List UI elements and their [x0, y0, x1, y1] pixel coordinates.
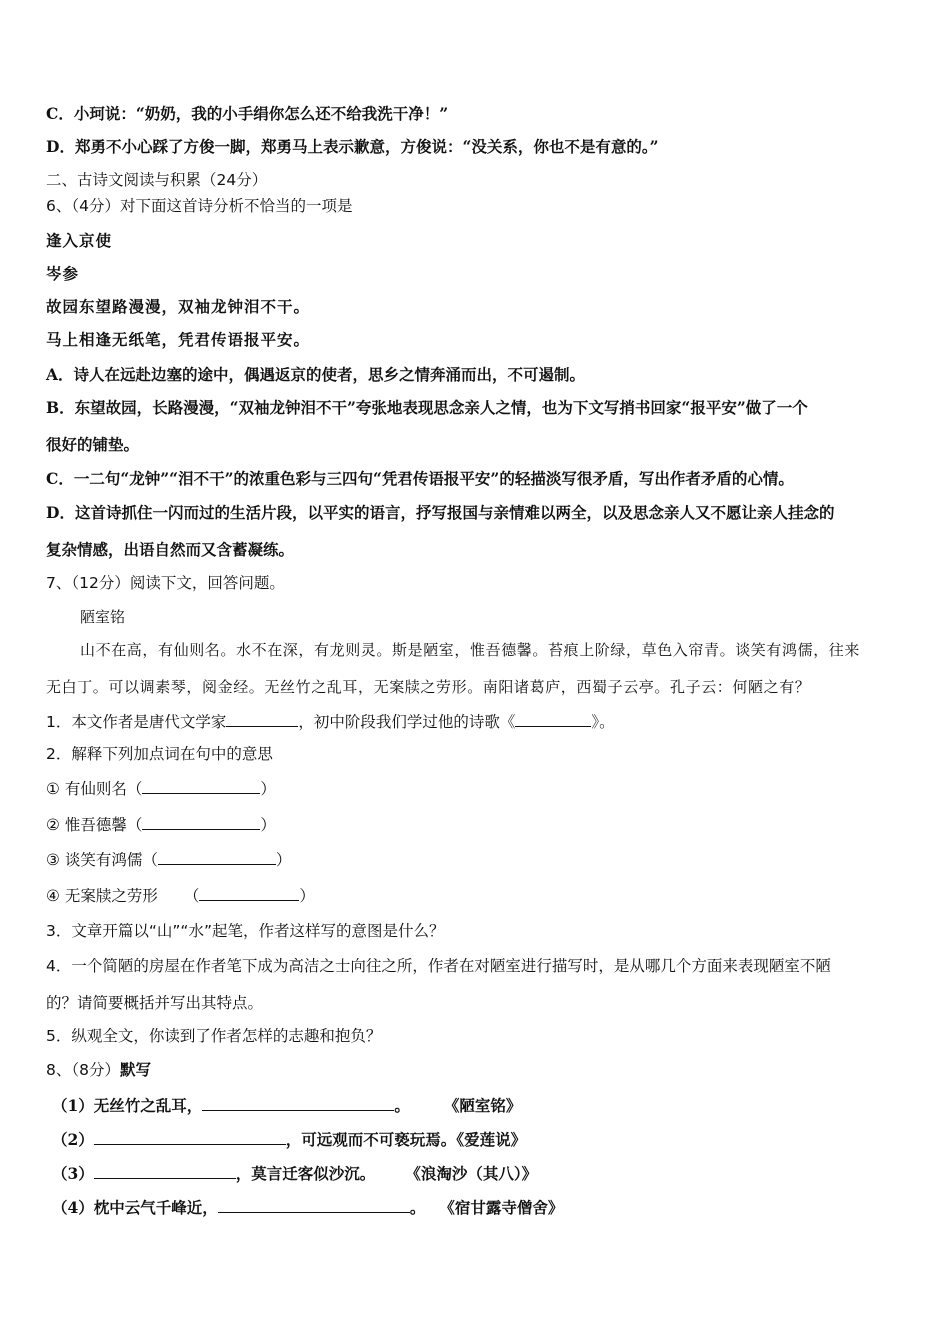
item4-close: ）	[299, 887, 315, 905]
q8-stem-bold: 默写	[119, 1061, 151, 1079]
q6-option-d-line1: D．这首诗抓住一闪而过的生活片段，以平实的语言，抒写报国与亲情难以两全，以及思念亲人又不愿让亲人挂念的	[46, 503, 835, 522]
q7-sub3: 3．文章开篇以“山”“水”起笔，作者这样写的意图是什么？	[46, 922, 445, 940]
passage-line-2: 无白丁。可以调素琴，阅金经。无丝竹之乱耳，无案牍之劳形。南阳诸葛庐，西蜀子云亭。孔子云：何陋之有？	[46, 678, 811, 696]
q8-item3-text: ，莫言迁客似沙沉。	[235, 1164, 376, 1183]
q8-item4-text: 枕中云气千峰近，	[93, 1198, 218, 1217]
q8-item4-blank[interactable]	[218, 1197, 410, 1213]
q8-item2-blank[interactable]	[94, 1129, 286, 1145]
q8-item1-blank[interactable]	[202, 1095, 394, 1111]
q8-item1-end: 。	[394, 1096, 410, 1115]
item4-blank[interactable]	[199, 885, 299, 901]
poem-title: 逢入京使	[46, 231, 113, 250]
q6-option-b-line1: B．东望故园，长路漫漫，“双袖龙钟泪不干”夸张地表现思念亲人之情，也为下文写捎书回家“报平安”做了一个	[46, 398, 808, 417]
q7-sub2-item1	[46, 778, 276, 799]
q8-item2-text: ，可远观而不可亵玩焉。	[285, 1130, 457, 1149]
poem-line-1: 故园东望路漫漫，双袖龙钟泪不干。	[46, 297, 311, 316]
item3-blank[interactable]	[158, 849, 276, 865]
item3-close: ）	[275, 851, 292, 869]
q8-item1	[52, 1095, 521, 1116]
q7-sub1-text-a: 1．本文作者是唐代文学家	[46, 713, 227, 731]
q6-option-b-line2: 很好的铺垫。	[46, 435, 140, 454]
q8-item3	[52, 1163, 537, 1184]
q8-item1-text: 无丝竹之乱耳，	[93, 1096, 203, 1115]
item4-open: （	[183, 887, 200, 905]
item3-label: ③ 谈笑有鸿儒（	[46, 851, 158, 869]
q6-option-a: A．诗人在远赴边塞的途中，偶遇返京的使者，思乡之情奔涌而出，不可遏制。	[46, 365, 586, 384]
q8-item2-source: 《爱莲说》	[456, 1130, 527, 1149]
q8-item4-end: 。	[409, 1198, 426, 1217]
item1-blank[interactable]	[142, 778, 260, 794]
item1-close: ）	[260, 780, 276, 798]
item2-blank[interactable]	[142, 814, 260, 830]
option-c-prev: C．小珂说：“奶奶，我的小手绢你怎么还不给我洗干净！”	[46, 104, 449, 123]
q8-stem-text: 8、（8分）	[46, 1061, 120, 1079]
q7-sub5: 5．纵观全文，你读到了作者怎样的志趣和抱负？	[46, 1027, 382, 1045]
q7-sub4-line1: 4．一个简陋的房屋在作者笔下成为高洁之士向往之所，作者在对陋室进行描写时，是从哪几个方面来表现陋室不陋	[46, 957, 831, 975]
q8-item4-num: （4）	[52, 1198, 94, 1217]
passage-line-1: 山不在高，有仙则名。水不在深，有龙则灵。斯是陋室，惟吾德馨。苔痕上阶绿，草色入帘青。谈笑有鸿儒，往来	[80, 641, 861, 659]
q7-sub1	[46, 711, 615, 732]
q7-stem: 7、（12分）阅读下文，回答问题。	[46, 574, 285, 592]
author-blank[interactable]	[226, 711, 298, 727]
q6-option-c: C．一二句“龙钟”“泪不干”的浓重色彩与三四句“凭君传语报平安”的轻描淡写很矛盾，写出作者矛盾的心情。	[46, 469, 794, 488]
q7-sub4-line2: 的？请简要概括并写出其特点。	[46, 994, 264, 1012]
item2-close: ）	[260, 816, 276, 834]
section-heading: 二、古诗文阅读与积累（24分）	[46, 171, 268, 189]
item1-label: ① 有仙则名（	[46, 780, 143, 798]
option-d-prev: D．郑勇不小心踩了方俊一脚，郑勇马上表示歉意，方俊说：“没关系，你也不是有意的。”	[46, 137, 659, 156]
q8-item1-num: （1）	[52, 1096, 94, 1115]
q8-item1-source: 《陋室铭》	[443, 1096, 522, 1115]
q8-item4	[52, 1197, 563, 1218]
passage-title: 陋室铭	[80, 608, 126, 626]
q8-item3-source: 《浪淘沙（其八）》	[405, 1164, 538, 1183]
q8-item4-source: 《宿甘露寺僧舍》	[439, 1198, 564, 1217]
q7-sub2-item4	[46, 885, 315, 906]
q8-item3-blank[interactable]	[94, 1163, 236, 1179]
poem-line-2: 马上相逢无纸笔，凭君传语报平安。	[46, 330, 311, 349]
q8-item3-num: （3）	[52, 1164, 94, 1183]
q8-item2-num: （2）	[52, 1130, 94, 1149]
item2-label: ② 惟吾德馨（	[46, 816, 143, 834]
q8-stem	[46, 1060, 151, 1080]
q7-sub2: 2．解释下列加点词在句中的意思	[46, 745, 273, 763]
q7-sub1-text-b: ，初中阶段我们学过他的诗歌《	[298, 713, 516, 731]
poem-author: 岑参	[46, 264, 80, 283]
q7-sub2-item2	[46, 814, 276, 835]
item4-label: ④ 无案牍之劳形	[46, 887, 158, 905]
q6-option-d-line2: 复杂情感，出语自然而又含蓄凝练。	[46, 540, 295, 559]
q6-stem: 6、（4分）对下面这首诗分析不恰当的一项是	[46, 197, 353, 215]
q7-sub1-text-c: 》。	[591, 713, 615, 731]
q7-sub2-item3	[46, 849, 291, 870]
poem-blank[interactable]	[515, 711, 591, 727]
q8-item2	[52, 1129, 526, 1150]
